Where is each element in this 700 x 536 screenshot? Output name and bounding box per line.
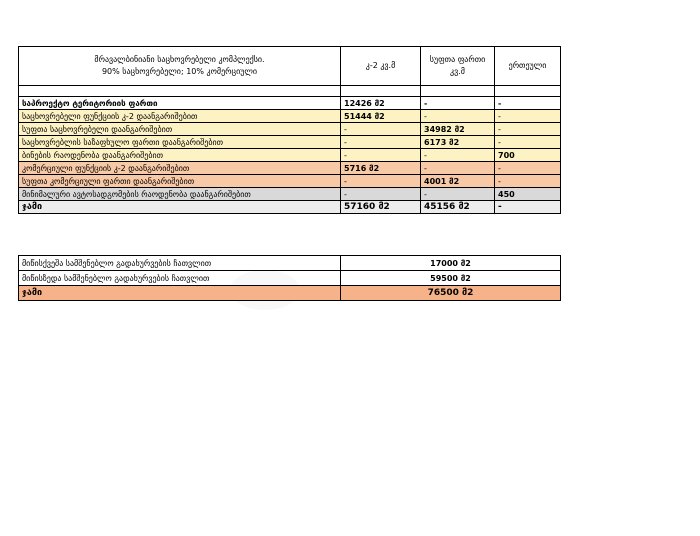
table-row [19, 175, 561, 188]
row-value: 17000 მ2 [341, 256, 561, 271]
table-row [19, 110, 561, 123]
header-title-line1: მრავალბინიანი საცხოვრებელი კომპლექსი. [94, 55, 265, 64]
row-label: სუფთა საცხოვრებელი დაანგარიშებით [19, 123, 341, 136]
row-clean: - [421, 162, 495, 175]
row-label: მინიმალური ავტოსადგომების რაოდენობა დაანგარიშებით [19, 188, 341, 201]
header-clean-area: სუფთა ფართი კვ.მ [421, 47, 495, 86]
row-label: საპროექტო ტერიტორიის ფართი [19, 97, 341, 110]
table-row [19, 97, 561, 110]
row-label: კომერციული ფუნქციის კ-2 დაანგარიშებით [19, 162, 341, 175]
row-clean: 6173 მ2 [421, 136, 495, 149]
total-units: - [495, 201, 561, 214]
spacer-cell [341, 86, 421, 97]
table-row [19, 162, 561, 175]
total-value: 76500 მ2 [341, 286, 561, 301]
row-k2: - [341, 136, 421, 149]
row-units: 450 [495, 188, 561, 201]
header-units: ერთეული [495, 47, 561, 86]
total-row [19, 201, 561, 214]
total-row [19, 286, 561, 301]
row-units: - [495, 97, 561, 110]
row-k2: 51444 მ2 [341, 110, 421, 123]
table-row [19, 256, 561, 271]
total-clean: 45156 მ2 [421, 201, 495, 214]
table-row [19, 271, 561, 286]
row-label: საცხოვრებლის საზაფხულო ფართი დაანგარიშებით [19, 136, 341, 149]
table-row [19, 136, 561, 149]
row-clean: - [421, 188, 495, 201]
header-title-cell [19, 47, 341, 86]
total-label: ჯამი [19, 201, 341, 214]
table-header-row [19, 47, 561, 86]
header-title-line2: 90% საცხოვრებელი; 10% კომერციული [101, 67, 258, 76]
building-area-table-container [18, 255, 561, 301]
row-label: საცხოვრებელი ფუნქციის კ-2 დაანგარიშებით [19, 110, 341, 123]
row-clean: - [421, 97, 495, 110]
row-units: - [495, 110, 561, 123]
row-units: - [495, 136, 561, 149]
row-k2: - [341, 123, 421, 136]
summary-table [18, 46, 561, 214]
row-value: 59500 მ2 [341, 271, 561, 286]
row-units: 700 [495, 149, 561, 162]
row-clean: 34982 მ2 [421, 123, 495, 136]
spacer-cell [495, 86, 561, 97]
building-area-table [18, 255, 561, 301]
row-clean: 4001 მ2 [421, 175, 495, 188]
header-k2: კ-2 კვ.მ [341, 47, 421, 86]
row-units: - [495, 123, 561, 136]
row-k2: - [341, 188, 421, 201]
row-label: მიწისზედა სამშენებლო გადახურვების ჩათვლით [19, 271, 341, 286]
total-k2: 57160 მ2 [341, 201, 421, 214]
row-units: - [495, 162, 561, 175]
row-k2: 5716 მ2 [341, 162, 421, 175]
row-clean: - [421, 110, 495, 123]
spacer-cell [421, 86, 495, 97]
table-row [19, 123, 561, 136]
row-units: - [495, 175, 561, 188]
row-label: მიწისქვეშა სამშენებლო გადახურვების ჩათვლით [19, 256, 341, 271]
table-row [19, 188, 561, 201]
row-clean: - [421, 149, 495, 162]
row-label: სუფთა კომერციული ფართი დაანგარიშებით [19, 175, 341, 188]
row-label: ბინების რაოდენობა დაანგარიშებით [19, 149, 341, 162]
table-row [19, 149, 561, 162]
row-k2: 12426 მ2 [341, 97, 421, 110]
spacer-cell [19, 86, 341, 97]
summary-table-container [18, 46, 561, 214]
total-label: ჯამი [19, 286, 341, 301]
spacer-row [19, 86, 561, 97]
row-k2: - [341, 149, 421, 162]
row-k2: - [341, 175, 421, 188]
